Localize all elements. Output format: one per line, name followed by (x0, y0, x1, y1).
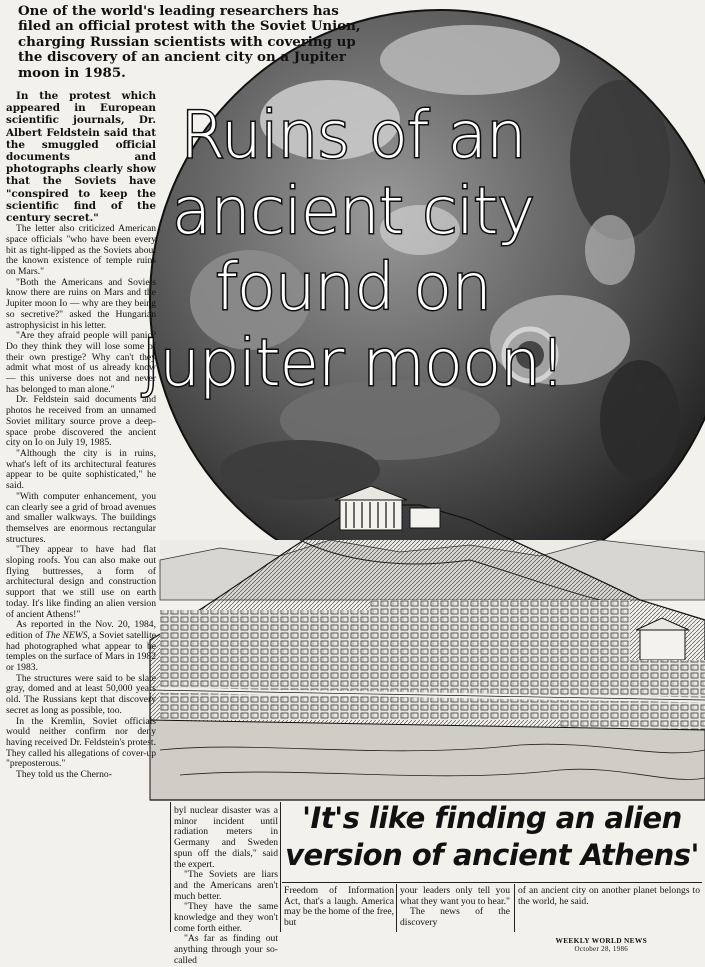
lead-paragraph: One of the world's leading researchers has filed an official protest with the Soviet Union, charging Russian scientists with covering up the discovery of an ancient city on a Jupiter moon in 1985. (18, 3, 361, 81)
headline-line: Ruins of an (180, 99, 526, 173)
headline-line: ancient city (171, 175, 535, 249)
source-credit (556, 937, 647, 953)
headline-line: Jupiter moon! (141, 327, 565, 401)
body-text: , a Soviet satellite had photographed what appear to be temples on the surface of Mars in 1982 or 1983. (6, 629, 156, 674)
column-rule (514, 884, 515, 932)
bottom-column (284, 886, 394, 929)
body-paragraph: The letter also criticized American space officials "who have been every bit as tight-lipped as the Soviets about the known existence of temple ruins on Mars." (6, 223, 156, 278)
pull-quote (282, 800, 702, 874)
body-paragraph: "Both the Americans and Soviets know there are ruins on Mars and the Jupiter moon Io — why are they being so secretive?" asked the Hungarian astrophysicist in his letter. (6, 276, 156, 331)
body-paragraph: "They have the same knowledge and they won't come forth either. (174, 901, 278, 934)
publication-name: The NEWS (45, 629, 88, 641)
column-rule (170, 802, 171, 932)
body-paragraph: "The Soviets are liars and the Americans aren't much better. (174, 869, 278, 902)
publication-name: WEEKLY WORLD NEWS (555, 936, 647, 945)
body-paragraph: "Although the city is in ruins, what's left of its architectural features appear to be quite sophisticated," he said. (6, 448, 156, 492)
body-paragraph: The news of the discovery (400, 906, 510, 929)
body-paragraph: In the protest which appeared in European scientific journals, Dr. Albert Feldstein said that the smuggled official documents and photographs clearly show that the Soviets have "conspired to keep the scientific find of the century secret." (6, 90, 156, 225)
body-paragraph (6, 620, 156, 674)
body-text: As reported in the Nov. 20, 1984, edition of (6, 619, 156, 641)
column-rule (396, 884, 397, 932)
body-paragraph: They told us the Cherno- (16, 769, 112, 781)
publication-date: October 28, 1986 (574, 945, 629, 953)
body-paragraph: In the Kremlin, Soviet officials would neither confirm nor deny having received Dr. Feldstein's protest. They called his allegations of cover-up "preposterous." (6, 715, 156, 770)
pull-quote-line: version of ancient Athens' (285, 838, 699, 872)
column-rule (280, 802, 281, 932)
left-text-column (6, 90, 156, 781)
bottom-column (518, 886, 700, 907)
quote-rule (282, 882, 702, 883)
city-blocks (160, 600, 705, 730)
body-paragraph: Freedom of Information Act, that's a laugh. America may be the home of the free, but (284, 885, 395, 929)
headline-line: found on (215, 251, 491, 325)
body-paragraph: byl nuclear disaster was a minor incident until radiation meters in Germany and Sweden spun off the dials," said the expert. (174, 805, 278, 870)
body-paragraph: Dr. Feldstein said documents and photos he received from an unnamed Soviet military source prove a deep-space probe discovered the ancient city on Io on July 19, 1985. (6, 394, 156, 449)
body-paragraph: The structures were said to be slate gray, domed and at least 50,000 years old. The Russians kept that discovery secret as long as possible, too. (6, 672, 156, 716)
body-paragraph: "As far as finding out anything through your so-called (174, 933, 278, 966)
pull-quote-line: 'It's like finding an alien (302, 801, 682, 835)
body-paragraph: "Are they afraid people will panic? Do they think they will lose some of their own prestige? Why can't they admit what most of us already know — this universe does not and never has belonged to man alone." (6, 330, 156, 395)
continuation-column (174, 806, 278, 967)
body-paragraph: of an ancient city on another planet belongs to the world, he said. (518, 885, 700, 907)
bottom-column (400, 886, 510, 929)
body-paragraph: your leaders only tell you what they want you to hear." (400, 885, 510, 907)
headline (118, 98, 588, 402)
body-paragraph: "They appear to have had flat sloping roofs. You can also make out flying buttresses, a form of architectural design and construction support that we still use on earth today. It's like finding an alien version of ancient Athens!" (6, 544, 156, 620)
body-paragraph: "With computer enhancement, you can clearly see a grid of broad avenues and smaller walkways. The buildings themselves are enormous rectangular structures. (6, 490, 156, 545)
